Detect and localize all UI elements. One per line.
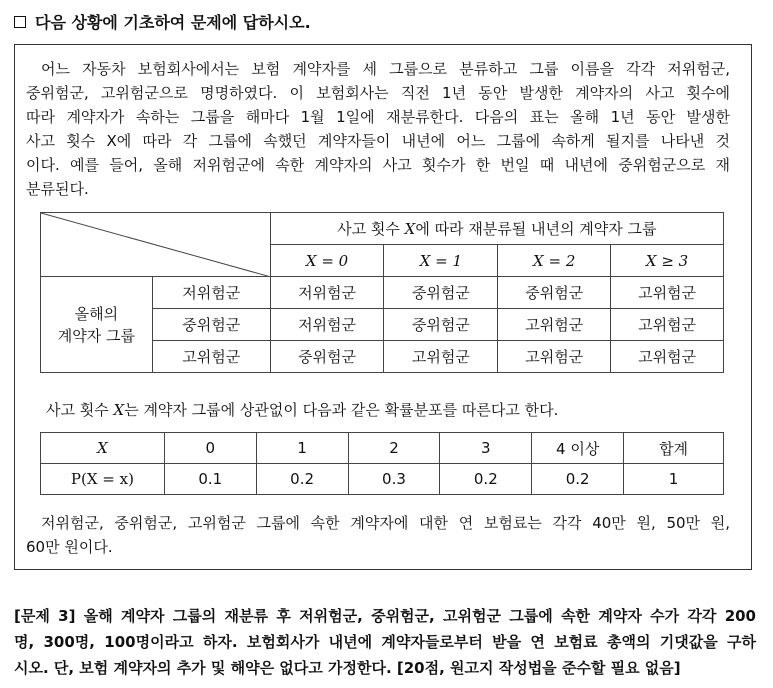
intro-line: 사고 횟수 X에 따라 각 그룹에 속했던 계약자들이 내년에 어느 그룹에 속하게 될지를 나타낸 것 bbox=[26, 132, 730, 150]
column-header: X = 2 bbox=[498, 245, 611, 277]
table-cell: 중위험군 bbox=[498, 277, 611, 309]
table-header-cell: 3 bbox=[440, 433, 532, 464]
table-cell: 저위험군 bbox=[270, 309, 384, 341]
table-cell: 0.2 bbox=[440, 464, 532, 495]
column-header: X ≥ 3 bbox=[611, 245, 724, 277]
table-cell: 고위험군 bbox=[498, 341, 611, 373]
intro-line: 어느 자동차 보험회사에서는 보험 계약자를 세 그룹으로 분류하고 그룹 이름을 각각 저위험군, bbox=[41, 60, 730, 78]
premium-paragraph bbox=[26, 511, 730, 559]
question-line: 명, 300명, 100명이라고 하자. 보험회사가 내년에 계약자들로부터 받을 연 보험료 총액의 기댓값을 구하 bbox=[14, 633, 756, 651]
table-cell: 1 bbox=[624, 464, 724, 495]
reclassification-table bbox=[40, 212, 724, 373]
row-group-label: 올해의 계약자 그룹 bbox=[41, 277, 153, 373]
row-label: 저위험군 bbox=[152, 277, 270, 309]
question-line: 시오. 단, 보험 계약자의 추가 및 해약은 없다고 가정한다. [20점, 원고지 작성법을 준수할 필요 없음] bbox=[14, 659, 681, 677]
table-cell: 0.2 bbox=[532, 464, 624, 495]
table-cell: 고위험군 bbox=[611, 309, 724, 341]
top-header: 사고 횟수 X에 따라 재분류될 내년의 계약자 그룹 bbox=[270, 213, 723, 245]
question-text bbox=[14, 603, 756, 681]
table-cell: 고위험군 bbox=[611, 341, 724, 373]
table-header-cell: 4 이상 bbox=[532, 433, 624, 464]
intro-line: 분류된다. bbox=[26, 180, 89, 198]
column-header: X = 1 bbox=[384, 245, 498, 277]
distribution-sentence: 사고 횟수 X는 계약자 그룹에 상관없이 다음과 같은 확률분포를 따른다고 한다. bbox=[46, 401, 559, 419]
corner-cell bbox=[41, 213, 271, 277]
table-cell: 0.3 bbox=[348, 464, 440, 495]
table-cell: 중위험군 bbox=[384, 277, 498, 309]
intro-line: 중위험군, 고위험군으로 명명하였다. 이 보험회사는 직전 1년 동안 발생한 계약자의 사고 횟수에 bbox=[26, 84, 730, 102]
premium-line: 저위험군, 중위험군, 고위험군 그룹에 속한 계약자에 대한 연 보험료는 각각 40만 원, 50만 원, bbox=[41, 514, 730, 532]
column-header: X = 0 bbox=[270, 245, 384, 277]
table-cell: 중위험군 bbox=[384, 309, 498, 341]
intro-paragraph bbox=[26, 57, 730, 201]
table-cell: 고위험군 bbox=[611, 277, 724, 309]
intro-line: 따라 계약자가 속하는 그룹을 해마다 1월 1일에 재분류한다. 다음의 표는 올해 1년 동안 발생한 bbox=[26, 108, 730, 126]
table-header-cell: X bbox=[41, 433, 165, 464]
table-header-cell: 2 bbox=[348, 433, 440, 464]
table-cell: P(X = x) bbox=[41, 464, 165, 495]
row-label: 고위험군 bbox=[152, 341, 270, 373]
question-line: [문제 3] 올해 계약자 그룹의 재분류 후 저위험군, 중위험군, 고위험군 그룹에 속한 계약자 수가 각각 200 bbox=[14, 607, 756, 625]
intro-line: 이다. 예를 들어, 올해 저위험군에 속한 계약자의 사고 횟수가 한 번일 때 내년에 중위험군으로 재 bbox=[26, 156, 730, 174]
row-label: 중위험군 bbox=[152, 309, 270, 341]
table-cell: 고위험군 bbox=[498, 309, 611, 341]
problem-header bbox=[14, 10, 311, 33]
table-cell: 중위험군 bbox=[270, 341, 384, 373]
table-header-cell: 0 bbox=[164, 433, 256, 464]
checkbox-icon bbox=[14, 16, 26, 28]
probability-table bbox=[40, 432, 724, 495]
table-cell: 0.1 bbox=[164, 464, 256, 495]
table-header-cell: 합계 bbox=[624, 433, 724, 464]
table-header-cell: 1 bbox=[256, 433, 348, 464]
table-cell: 0.2 bbox=[256, 464, 348, 495]
diagonal-line bbox=[41, 213, 271, 277]
header-text: 다음 상황에 기초하여 문제에 답하시오. bbox=[35, 13, 311, 32]
table-cell: 고위험군 bbox=[384, 341, 498, 373]
premium-line: 60만 원이다. bbox=[26, 538, 113, 556]
table-cell: 저위험군 bbox=[270, 277, 384, 309]
